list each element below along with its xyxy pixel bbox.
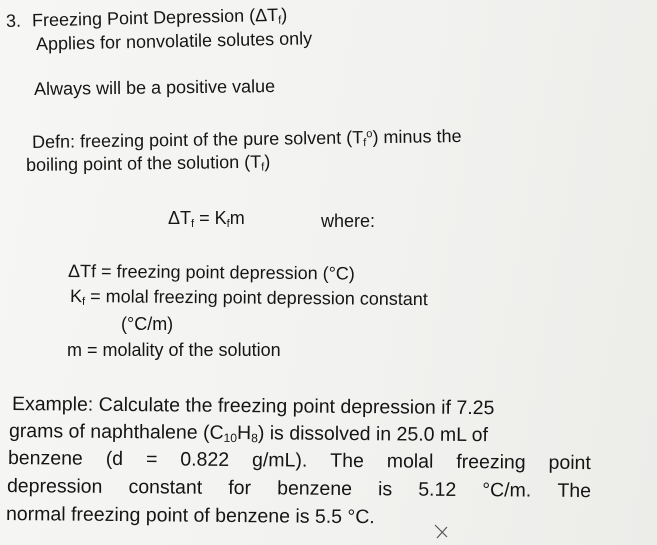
example-line-4: depression constant for benzene is 5.12 °C/m. The xyxy=(6,475,592,503)
heading-subtitle: Applies for nonvolatile solutes only xyxy=(35,28,313,54)
term-molality: m = molality of the solution xyxy=(67,340,281,360)
always-line: Always will be a positive value xyxy=(33,76,276,99)
example-line-1: Example: Calculate the freezing point depression if 7.25 xyxy=(11,393,495,420)
term-kf: $K_f$ = molal freezing point depression constant xyxy=(69,286,428,310)
equation: $\Delta T_f = K_fm$ xyxy=(168,208,245,230)
term-kf-units: (°C/m) xyxy=(121,314,174,334)
heading-number: 3. xyxy=(5,10,22,31)
example-line-3: benzene (d = 0.822 g/mL). The molal freezing point xyxy=(7,447,591,475)
definition-line-1: Defn: freezing point of the pure solvent $(T_f^o)$ minus the xyxy=(31,126,462,152)
definition-line-2: boiling point of the solution $(T_f)$ xyxy=(25,151,271,175)
example-line-5: normal freezing point of benzene is 5.5 °C. xyxy=(5,503,375,529)
term-delta-tf: ΔTf = freezing point depression (°C) xyxy=(67,261,355,284)
equation-where: where: xyxy=(321,211,376,231)
pen-mark-icon xyxy=(432,522,452,540)
heading-title: Freezing Point Depression $(\Delta T_f)$ xyxy=(31,4,288,31)
example-line-2: grams of naphthalene $(C_{10}H_8)$ is dissolved in 25.0 mL of xyxy=(8,420,489,447)
